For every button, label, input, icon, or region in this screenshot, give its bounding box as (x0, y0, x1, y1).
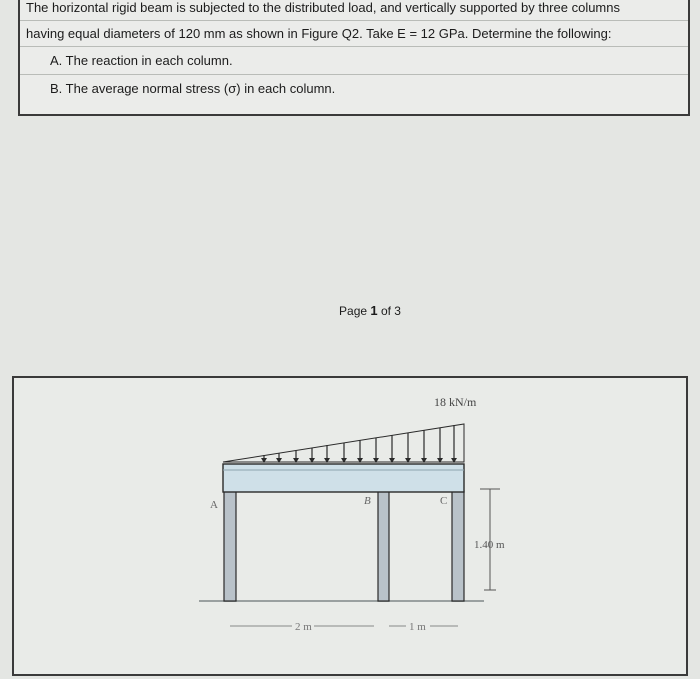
beam-diagram (14, 378, 686, 674)
page-prefix: Page (339, 304, 371, 318)
label-a: A (210, 499, 218, 511)
text-rule (20, 46, 688, 47)
span-bc-label: 1 m (409, 621, 426, 633)
load-label: 18 kN/m (434, 395, 477, 409)
label-b: B (364, 495, 371, 507)
text-rule (20, 74, 688, 75)
height-label: 1.40 m (474, 539, 505, 551)
column-c (452, 491, 464, 601)
column-b (378, 491, 389, 601)
question-line-1: The horizontal rigid beam is subjected to the distributed load, and vertically supported by three columns (26, 0, 620, 15)
rigid-beam (223, 464, 464, 492)
question-item-a: A. The reaction in each column. (50, 53, 233, 68)
page-suffix: of 3 (377, 304, 401, 318)
figure-q2 (12, 376, 688, 676)
question-box (18, 0, 690, 116)
span-ab-label: 2 m (295, 621, 312, 633)
page-current: 1 (370, 303, 378, 318)
page-number (0, 303, 700, 318)
column-a (224, 491, 236, 601)
text-rule (20, 20, 688, 21)
label-c: C (440, 495, 448, 507)
question-item-b: B. The average normal stress (σ) in each column. (50, 81, 336, 96)
question-line-2: having equal diameters of 120 mm as shown in Figure Q2. Take E = 12 GPa. Determine the following: (26, 26, 612, 41)
